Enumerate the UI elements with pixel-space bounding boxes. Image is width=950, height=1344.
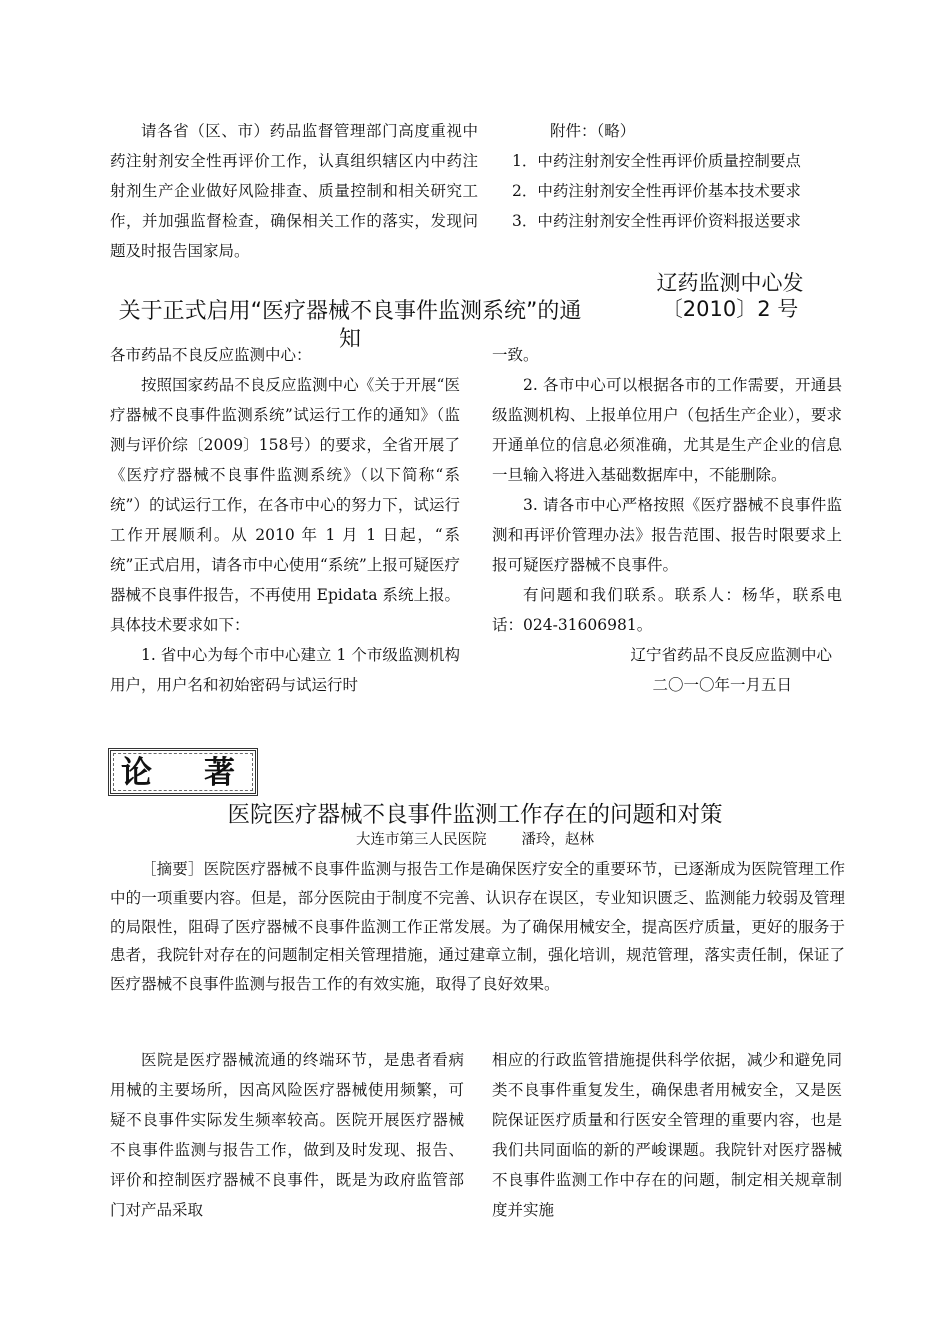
article-abstract [110,855,845,999]
article-body-right [492,1045,842,1225]
abstract-label: ［摘要］ [141,860,204,878]
notice-item-2: 2. 各市中心可以根据各市的工作需要，开通县级监测机构、上报单位用户（包括生产企业），要求开通单位的信息必须准确，尤其是生产企业的信息一旦输入将进入基础数据库中，不能删除。 [492,376,842,484]
attachment-item: 1．中药注射剂安全性再评价质量控制要点 [512,152,801,170]
notice-item-1-continued: 一致。 [492,346,539,364]
article-body-left [110,1045,464,1225]
section-banner-label: 论著 [121,755,287,791]
notice-body-right [492,340,842,700]
article-title: 医院医疗器械不良事件监测工作存在的问题和对策 [227,802,723,828]
previous-notice-paragraph: 请各省（区、市）药品监督管理部门高度重视中药注射剂安全性再评价工作，认真组织辖区内中药注射剂生产企业做好风险排查、质量控制和相关研究工作，并加强监督检查，确保相关工作的落实，发现问题及时报告国家局。 [110,122,478,260]
article-byline: 大连市第三人民医院 潘玲，赵林 [356,832,594,848]
attachments-list [512,116,844,236]
notice-salutation: 各市药品不良反应监测中心： [110,346,312,364]
notice-body-left [110,340,460,700]
abstract-text: 医院医疗器械不良事件监测与报告工作是确保医疗安全的重要环节，已逐渐成为医院管理工作中的一项重要内容。但是，部分医院由于制度不完善、认识存在误区，专业知识匮乏、监测能力较弱及管理的局限性，阻碍了医疗器械不良事件监测工作正常发展。为了确保用械安全，提高医疗质量，更好的服务于患者，我院针对存在的问题制定相关管理措施，通过建章立制，强化培训，规范管理，落实责任制，保证了医疗器械不良事件监测与报告工作的有效实施，取得了良好效果。 [110,860,845,994]
notice-item-3: 3. 请各市中心严格按照《医疗器械不良事件监测和再评价管理办法》报告范围、报告时限要求上报可疑医疗器械不良事件。 [492,496,842,574]
attachment-item: 2．中药注射剂安全性再评价基本技术要求 [512,182,801,200]
previous-notice-closing [110,116,478,266]
notice-title: 关于正式启用“医疗器械不良事件监测系统”的通知 [118,299,582,353]
notice-item-1: 1. 省中心为每个市中心建立 1 个市级监测机构用户，用户名和初始密码与试运行时 [110,646,460,694]
section-banner [108,748,287,796]
document-number [600,270,860,322]
article-paragraph: 医院是医疗器械流通的终端环节，是患者看病用械的主要场所，因高风险医疗器械使用频繁，可疑不良事件实际发生频率较高。医院开展医疗器械不良事件监测与报告工作，做到及时发现、报告、评价和控制医疗器械不良事件，既是为政府监管部门对产品采取 [110,1051,464,1219]
document-number-line1: 辽药监测中心发 [656,271,804,295]
article-paragraph-continued: 相应的行政监管措施提供科学依据，减少和避免同类不良事件重复发生，确保患者用械安全，又是医院保证医疗质量和行医安全管理的重要内容，也是我们共同面临的新的严峻课题。我院针对医疗器械不良事件监测工作中存在的问题，制定相关规章制度并实施 [492,1051,842,1219]
document-number-line2: 〔2010〕2 号 [661,297,799,321]
notice-signer: 辽宁省药品不良反应监测中心 [630,646,832,664]
attachments-title: 附件：（略） [550,122,636,140]
notice-date: 二〇一〇年一月五日 [652,676,792,694]
attachment-item: 3．中药注射剂安全性再评价资料报送要求 [512,212,801,230]
notice-contact: 有问题和我们联系。联系人：杨华，联系电话：024-31606981。 [492,586,842,634]
notice-intro-paragraph: 按照国家药品不良反应监测中心《关于开展“医疗器械不良事件监测系统”试运行工作的通知》（监测与评价综〔2009〕158号）的要求，全省开展了《医疗疗器械不良事件监测系统》（以下简称“系统”）的试运行工作，在各市中心的努力下，试运行工作开展顺利。从 2010 年 1 月 1 日起，“系统”正式启用，请各市中心使用“系统”上报可疑医疗器械不良事件报告，不再使用 Epidata 系统上报。具体技术要求如下： [110,376,460,634]
